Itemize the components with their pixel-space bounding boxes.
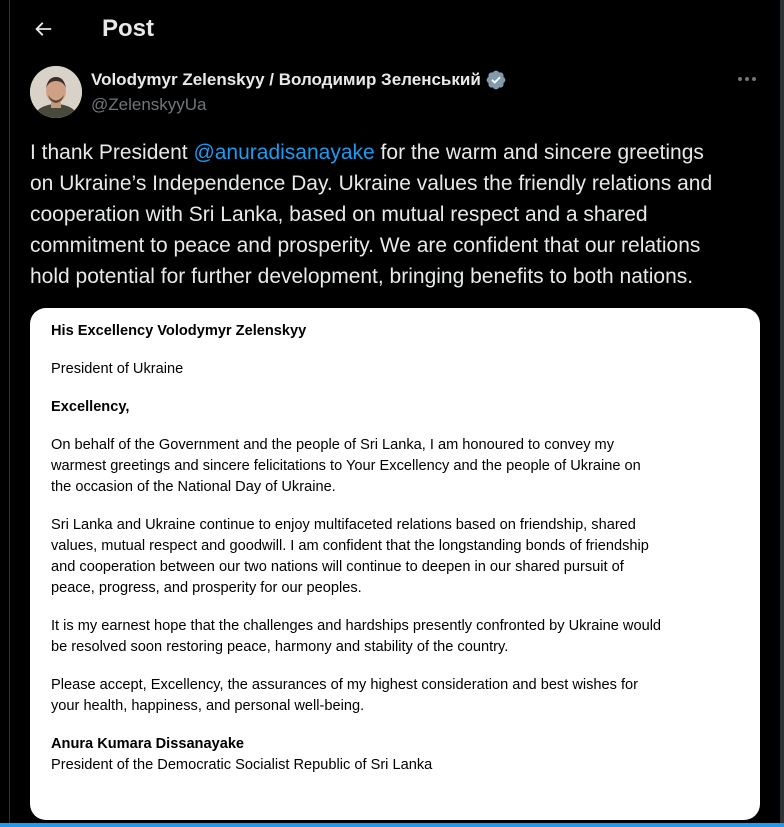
letter-signatory-title: President of the Democratic Socialist Republic of Sri Lanka [51,757,433,773]
letter-addressee: His Excellency Volodymyr Zelenskyy [51,323,307,339]
arrow-left-icon [32,18,54,40]
letter-paragraph-line: peace, progress, and prosperity for our peoples. [51,580,362,596]
attached-letter-image[interactable] [30,308,760,820]
letter-paragraph-line: and cooperation between our two nations will continue to deepen in our shared pursuit of [51,559,624,575]
letter-paragraph-line: the occasion of the National Day of Ukraine. [51,479,336,495]
more-horizontal-icon [737,76,757,82]
more-options-button[interactable] [734,68,760,90]
avatar-image [30,66,82,118]
letter-paragraph-line: be resolved soon restoring peace, harmony and stability of the country. [51,639,509,655]
column-right-border [780,0,784,827]
avatar[interactable] [30,66,82,118]
verified-badge-icon [485,69,507,91]
author-name[interactable]: Volodymyr Zelenskyy / Володимир Зеленський [91,70,481,89]
page-title: Post [102,15,155,42]
post-line: hold potential for further development, bringing benefits to both nations. [30,265,694,288]
mention-link[interactable]: @anuradisanayake [193,141,375,164]
letter-salutation: Excellency, [51,399,130,415]
letter-paragraph-line: warmest greetings and sincere felicitations to Your Excellency and the people of Ukraine on [51,458,641,474]
post-header [10,0,780,58]
post-line: cooperation with Sri Lanka, based on mutual respect and a shared [30,203,648,226]
post-line: commitment to peace and prosperity. We are confident that our relations [30,234,701,257]
letter-signatory: Anura Kumara Dissanayake [51,736,245,752]
post-text [30,137,770,292]
author-handle[interactable]: @ZelenskyyUa [91,95,207,114]
post-line: on Ukraine’s Independence Day. Ukraine values the friendly relations and [30,172,713,195]
letter-paragraph-line: Sri Lanka and Ukraine continue to enjoy multifaceted relations based on friendship, shared [51,517,636,533]
letter-content [51,321,751,776]
post-text-segment: for the warm and sincere greetings [374,141,704,164]
letter-paragraph-line: On behalf of the Government and the people of Sri Lanka, I am honoured to convey my [51,437,615,453]
letter-paragraph-line: It is my earnest hope that the challenges and hardships presently confronted by Ukraine would [51,618,662,634]
author-name-row[interactable] [91,68,507,92]
bottom-accent-strip [0,823,784,827]
letter-paragraph-line: Please accept, Excellency, the assurances of my highest consideration and best wishes for [51,677,639,693]
post-line [30,137,770,168]
column-left-border [9,0,10,827]
post-text-segment: I thank President [30,141,194,164]
letter-paragraph-line: values, mutual respect and goodwill. I am confident that the longstanding bonds of friendship [51,538,649,554]
back-button[interactable] [26,12,60,46]
letter-paragraph-line: your health, happiness, and personal well-being. [51,698,365,714]
letter-addressee-title: President of Ukraine [51,361,184,377]
